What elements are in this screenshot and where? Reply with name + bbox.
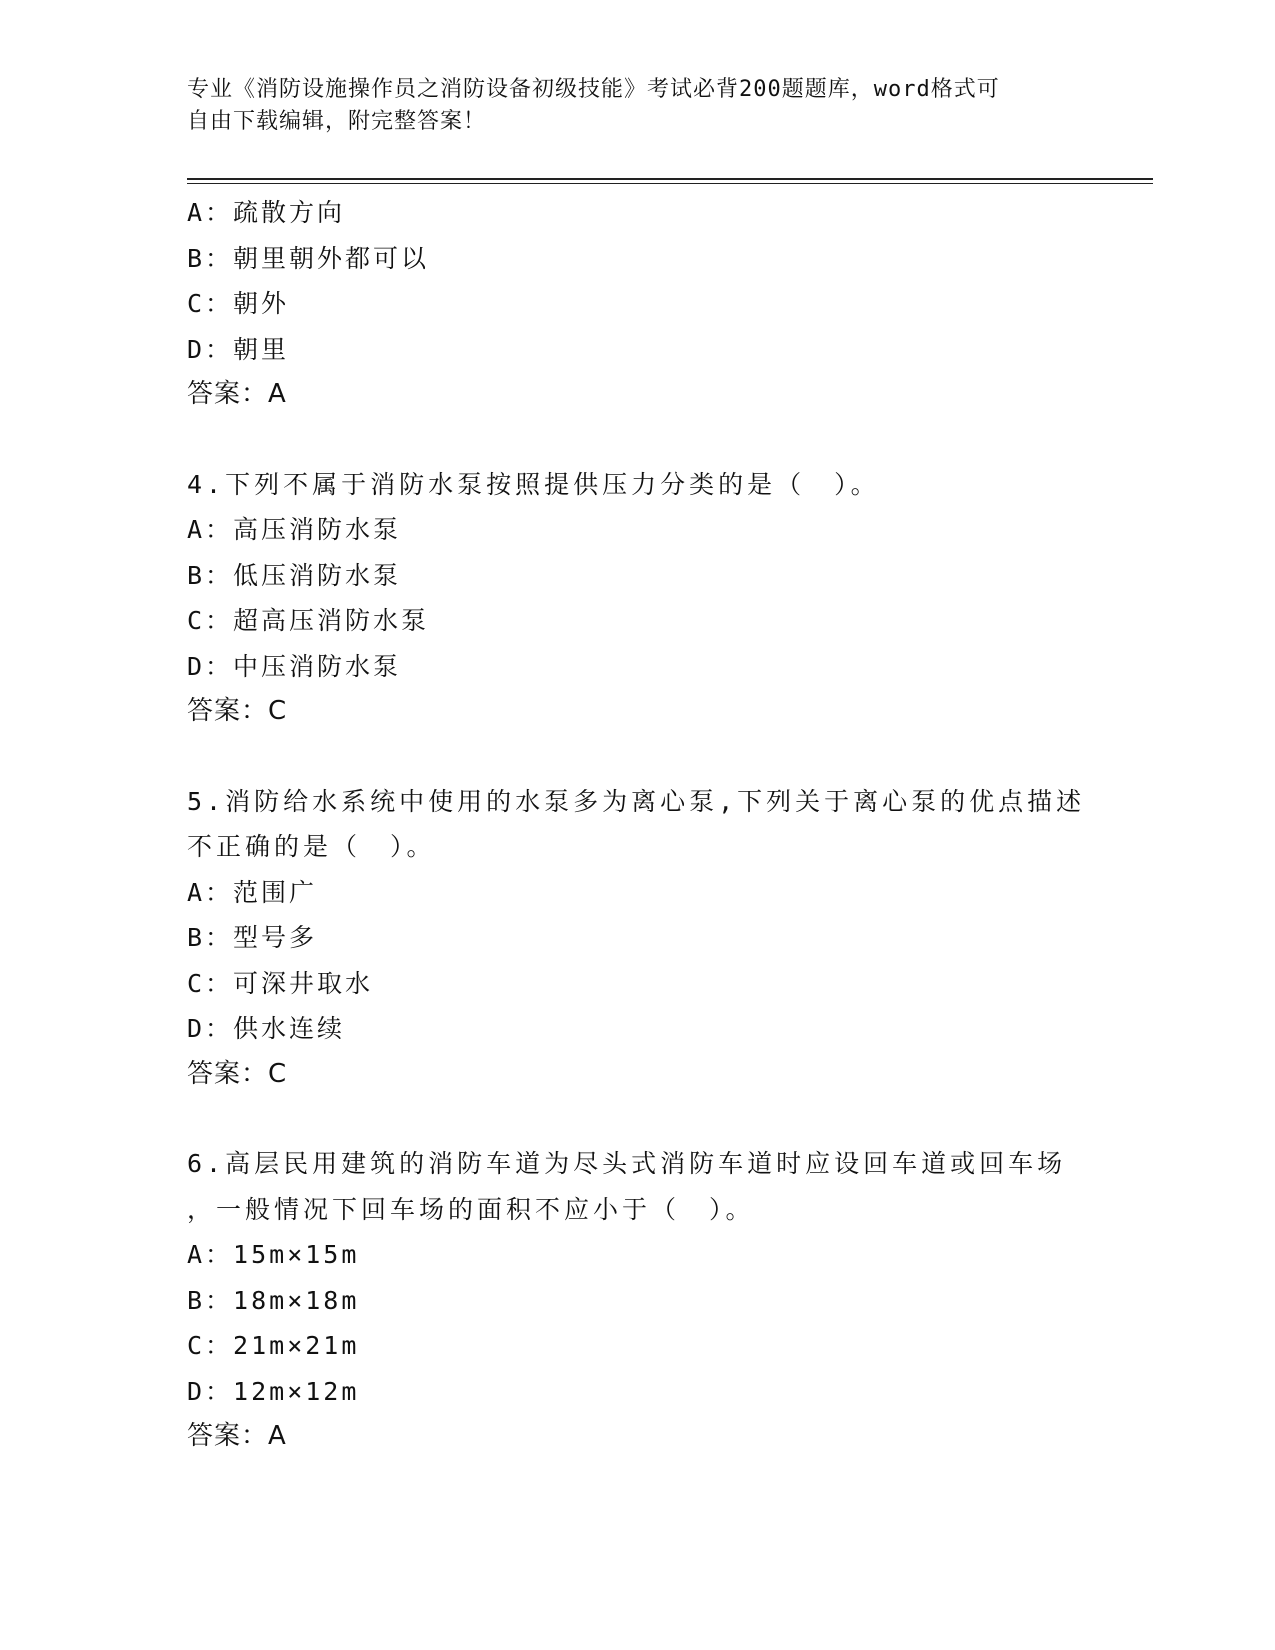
question-block-6 — [187, 1141, 1153, 1460]
option-d: D：供水连续 — [187, 1014, 346, 1043]
header-rule-thick — [187, 178, 1153, 180]
spacer — [187, 418, 1153, 462]
question-list — [187, 190, 1153, 1460]
option-b: B：型号多 — [187, 923, 318, 952]
question-block-4 — [187, 462, 1153, 735]
option-a: A：高压消防水泵 — [187, 515, 402, 544]
option-c: C：可深井取水 — [187, 968, 374, 998]
option-b: B：朝里朝外都可以 — [187, 243, 430, 273]
option-c: C：超高压消防水泵 — [187, 606, 430, 635]
option-b: B：18m×18m — [187, 1285, 360, 1315]
question-stem: 5.消防给水系统中使用的水泵多为离心泵,下列关于离心泵的优点描述 — [187, 786, 1086, 816]
header-rule-thin — [187, 183, 1153, 184]
question-stem: 4.下列不属于消防水泵按照提供压力分类的是（ ）。 — [187, 469, 880, 499]
spacer — [187, 735, 1153, 779]
header-line-2: 自由下载编辑，附完整答案！ — [187, 109, 487, 134]
option-a: A：范围广 — [187, 877, 318, 907]
header-line-1: 专业《消防设施操作员之消防设备初级技能》考试必背200题题库，word格式可 — [187, 77, 1000, 102]
answer-line: 答案：C — [187, 696, 288, 726]
option-c: C：朝外 — [187, 289, 290, 318]
option-d: D：12m×12m — [187, 1376, 360, 1406]
option-c: C：21m×21m — [187, 1331, 360, 1360]
question-stem-continued: ，一般情况下回车场的面积不应小于（ ）。 — [187, 1194, 755, 1224]
option-d: D：中压消防水泵 — [187, 651, 402, 681]
question-stem-continued: 不正确的是（ ）。 — [187, 832, 436, 861]
option-a: A：15m×15m — [187, 1240, 360, 1269]
answer-line: 答案：A — [187, 1421, 287, 1451]
document-header — [187, 74, 1067, 138]
option-b: B：低压消防水泵 — [187, 560, 402, 590]
answer-line: 答案：C — [187, 1058, 288, 1089]
answer-line: 答案：A — [187, 379, 287, 409]
question-stem: 6.高层民用建筑的消防车道为尽头式消防车道时应设回车道或回车场 — [187, 1149, 1067, 1178]
option-d: D：朝里 — [187, 334, 290, 364]
question-block-3 — [187, 190, 1153, 418]
option-a: A：疏散方向 — [187, 198, 346, 227]
spacer — [187, 1097, 1153, 1141]
question-block-5 — [187, 779, 1153, 1098]
